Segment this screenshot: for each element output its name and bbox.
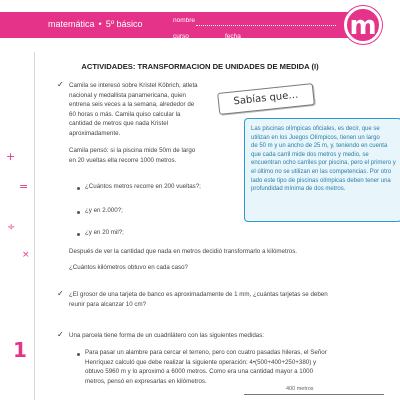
margin-number: 1 [13,338,27,362]
card-question: ¿El grosor de una tarjeta de banco es aproximadamente de 1 mm, ¿cuántas tarjetas se deben reunir para alcanzar 10 cm? [69,291,328,308]
check-icon: ✓ [57,80,64,89]
worksheet-header [0,0,400,52]
logo-letter: m [349,11,377,41]
olympic-pool-info-box [244,118,400,222]
date-label: fecha [225,33,241,40]
plus-icon: + [6,150,16,163]
divide-icon: ÷ [7,222,16,233]
activity-title: ACTIVIDADES: TRANSFORMACION DE UNIDADES DE MEDIDA (I) [81,62,319,71]
bullet-icon [77,211,80,214]
after-paragraph: Después de ver la cantidad que nada en metros decidió transformarlo a kilómetros. [69,248,298,255]
margin-rule [34,52,35,400]
bullet-icon [77,187,80,190]
date-line[interactable] [242,40,336,41]
course-label: curso [173,33,189,40]
figure-side [244,394,384,395]
parcel-figure [244,386,384,400]
course-line[interactable] [190,40,220,41]
subject-label: matemática • 5º básico [48,19,143,29]
name-label: nombre [173,17,196,24]
logo [344,6,382,44]
check-icon: ✓ [57,289,64,298]
grade-name: 5º básico [105,19,143,29]
equals-icon: = [19,180,29,193]
info-text: Las piscinas olímpicas oficiales, es decir, que se utilizan en los Juegos Olímpicos, tienen un largo de 50 m y un ancho de 25 m, y, teniendo en cuenta que cada carril mide dos metros y medio, se encuentran ocho carriles por piscina, pero el primero y el último no se utilizan en las competencias. Por otro lado este tipo de piscinas olímpicas deben tener una profundidad mínima de dos metros. [251,126,396,193]
times-icon: × [22,250,30,260]
pool-paragraph: Camila pensó: si la piscina mide 50m de largo en 20 vueltas ella recorre 1000 metros. [69,147,196,164]
question-3: ¿y en 20 mil?; [85,229,124,236]
question-1: ¿Cuántos metros recorre en 200 vueltas?; [85,183,201,190]
km-question: ¿Cuántos kilómetros obtuvo en cada caso? [69,264,189,271]
bullet-icon [77,353,80,356]
figure-label: 400 metros [286,386,314,392]
sabias-que-badge [217,83,315,115]
subject-name: matemática [48,19,95,29]
sabias-que-title: Sabías que… [233,89,299,108]
bullet-icon [77,233,80,236]
check-icon: ✓ [57,330,64,339]
parcel-paragraph: Una parcela tiene forma de un cuadrilátero con las siguientes medidas: [69,332,265,339]
wire-paragraph: Para pasar un alambre para cercar el terreno, pero con cuatro pasadas hileras, el Señor Henríquez calculó que debe realizar la siguiente operación: 4•(500+400+250+380) y obtuvo 5960 m y lo aproximó a 6000 metros. Como era una cantidad mayor a 1000 metros, pensó en expresarlas en kilómetros. [85,349,327,385]
question-2: ¿y en 2.000?; [85,207,123,214]
intro-paragraph: Camila se interesó sobre Kristel Köbrich, atleta nacional y medallista panamericana, quien entrena seis veces a la semana, alrededor de 60 horas o más. Camila quiso calcular la cantidad de metros que nada Kristel aproximadamente. [69,82,198,137]
name-line[interactable] [196,25,336,26]
